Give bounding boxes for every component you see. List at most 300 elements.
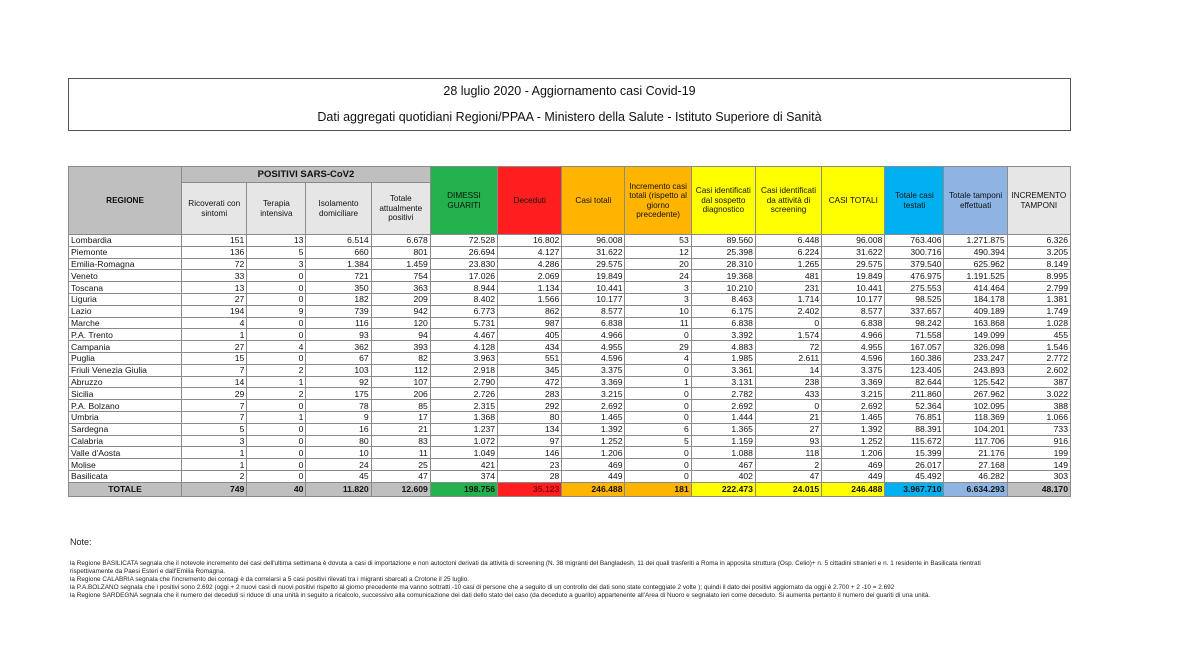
value-cell: 182 xyxy=(306,293,371,305)
value-cell: 25.398 xyxy=(691,246,755,258)
value-cell: 238 xyxy=(755,376,821,388)
value-cell: 76.851 xyxy=(885,411,944,423)
value-cell: 3 xyxy=(625,282,691,294)
value-cell: 1.574 xyxy=(755,329,821,341)
value-cell: 209 xyxy=(371,293,430,305)
value-cell: 363 xyxy=(371,282,430,294)
value-cell: 0 xyxy=(247,293,306,305)
value-cell: 167.057 xyxy=(885,341,944,353)
value-cell: 0 xyxy=(247,470,306,482)
value-cell: 7 xyxy=(182,364,247,376)
value-cell: 862 xyxy=(498,305,562,317)
value-cell: 4 xyxy=(182,317,247,329)
value-cell: 3.215 xyxy=(562,388,625,400)
header-testati: Totale casi testati xyxy=(885,167,944,235)
table-row xyxy=(69,470,1071,482)
region-name-cell: Basilicata xyxy=(69,470,182,482)
value-cell: 449 xyxy=(822,470,885,482)
value-cell: 6.448 xyxy=(755,235,821,247)
total-value-cell: 24.015 xyxy=(755,482,821,496)
value-cell: 19.849 xyxy=(822,270,885,282)
value-cell: 1.392 xyxy=(562,423,625,435)
value-cell: 1.028 xyxy=(1007,317,1070,329)
value-cell: 1 xyxy=(247,411,306,423)
header-incremento-casi: Incremento casi totali (rispetto al giorno precedente) xyxy=(625,167,691,235)
value-cell: 2 xyxy=(247,364,306,376)
value-cell: 1 xyxy=(182,459,247,471)
value-cell: 72 xyxy=(755,341,821,353)
value-cell: 350 xyxy=(306,282,371,294)
value-cell: 379.540 xyxy=(885,258,944,270)
value-cell: 27 xyxy=(182,341,247,353)
value-cell: 47 xyxy=(755,470,821,482)
value-cell: 21 xyxy=(755,411,821,423)
value-cell: 3.361 xyxy=(691,364,755,376)
value-cell: 1.049 xyxy=(430,447,497,459)
table-row xyxy=(69,435,1071,447)
value-cell: 801 xyxy=(371,246,430,258)
value-cell: 2.782 xyxy=(691,388,755,400)
value-cell: 1.749 xyxy=(1007,305,1070,317)
region-name-cell: P.A. Bolzano xyxy=(69,400,182,412)
value-cell: 21 xyxy=(371,423,430,435)
value-cell: 85 xyxy=(371,400,430,412)
value-cell: 28 xyxy=(498,470,562,482)
value-cell: 80 xyxy=(306,435,371,447)
value-cell: 231 xyxy=(755,282,821,294)
value-cell: 0 xyxy=(625,388,691,400)
value-cell: 98.242 xyxy=(885,317,944,329)
value-cell: 2.692 xyxy=(822,400,885,412)
value-cell: 625.962 xyxy=(944,258,1007,270)
header-deceduti: Deceduti xyxy=(498,167,562,235)
value-cell: 3.369 xyxy=(562,376,625,388)
value-cell: 3.369 xyxy=(822,376,885,388)
value-cell: 6.678 xyxy=(371,235,430,247)
value-cell: 4.128 xyxy=(430,341,497,353)
value-cell: 476.975 xyxy=(885,270,944,282)
header-totale-positivi: Totale attualmente positivi xyxy=(371,183,430,235)
value-cell: 3.963 xyxy=(430,352,497,364)
value-cell: 102.095 xyxy=(944,400,1007,412)
value-cell: 374 xyxy=(430,470,497,482)
value-cell: 72 xyxy=(182,258,247,270)
value-cell: 23.830 xyxy=(430,258,497,270)
table-row xyxy=(69,388,1071,400)
value-cell: 118.369 xyxy=(944,411,1007,423)
table-row xyxy=(69,352,1071,364)
value-cell: 103 xyxy=(306,364,371,376)
value-cell: 0 xyxy=(625,400,691,412)
region-name-cell: Piemonte xyxy=(69,246,182,258)
value-cell: 4 xyxy=(247,341,306,353)
value-cell: 449 xyxy=(562,470,625,482)
value-cell: 1.206 xyxy=(562,447,625,459)
header-dimessi: DIMESSI GUARITI xyxy=(430,167,497,235)
value-cell: 7 xyxy=(182,400,247,412)
value-cell: 472 xyxy=(498,376,562,388)
value-cell: 6.175 xyxy=(691,305,755,317)
value-cell: 136 xyxy=(182,246,247,258)
value-cell: 6.838 xyxy=(562,317,625,329)
value-cell: 4 xyxy=(625,352,691,364)
value-cell: 6.838 xyxy=(822,317,885,329)
value-cell: 1.985 xyxy=(691,352,755,364)
value-cell: 2.611 xyxy=(755,352,821,364)
total-value-cell: 198.756 xyxy=(430,482,497,496)
value-cell: 0 xyxy=(755,317,821,329)
value-cell: 3.375 xyxy=(562,364,625,376)
table-row xyxy=(69,376,1071,388)
value-cell: 233.247 xyxy=(944,352,1007,364)
table-row xyxy=(69,258,1071,270)
value-cell: 405 xyxy=(498,329,562,341)
value-cell: 467 xyxy=(691,459,755,471)
value-cell: 2.069 xyxy=(498,270,562,282)
value-cell: 149 xyxy=(1007,459,1070,471)
value-cell: 134 xyxy=(498,423,562,435)
value-cell: 345 xyxy=(498,364,562,376)
value-cell: 292 xyxy=(498,400,562,412)
value-cell: 45 xyxy=(306,470,371,482)
header-incremento-tamponi: INCREMENTO TAMPONI xyxy=(1007,167,1070,235)
value-cell: 2.772 xyxy=(1007,352,1070,364)
value-cell: 2 xyxy=(182,470,247,482)
value-cell: 0 xyxy=(247,435,306,447)
total-row xyxy=(69,482,1071,496)
value-cell: 27 xyxy=(182,293,247,305)
value-cell: 3.022 xyxy=(1007,388,1070,400)
notes-section xyxy=(70,538,1080,600)
report-header xyxy=(68,78,1071,131)
value-cell: 3.215 xyxy=(822,388,885,400)
value-cell: 469 xyxy=(822,459,885,471)
note-line: la Regione SARDEGNA segnala che il numero dei deceduti si riduce di una unità in seguito a ricalcolo, successivo alla comunicazione dei dati dello stato del caso (da deceduto a guarito) appartenente all'Area di Nuoro e segnalato ieri come deceduto. Si aumenta pertanto il numero dei guariti di una unità. xyxy=(70,592,931,599)
value-cell: 6.514 xyxy=(306,235,371,247)
value-cell: 27.168 xyxy=(944,459,1007,471)
value-cell: 0 xyxy=(625,411,691,423)
value-cell: 104.201 xyxy=(944,423,1007,435)
value-cell: 211.860 xyxy=(885,388,944,400)
value-cell: 1.465 xyxy=(562,411,625,423)
value-cell: 123.405 xyxy=(885,364,944,376)
value-cell: 4.127 xyxy=(498,246,562,258)
value-cell: 206 xyxy=(371,388,430,400)
region-name-cell: Lombardia xyxy=(69,235,182,247)
value-cell: 2.790 xyxy=(430,376,497,388)
total-value-cell: 6.634.293 xyxy=(944,482,1007,496)
value-cell: 1.566 xyxy=(498,293,562,305)
value-cell: 29 xyxy=(182,388,247,400)
total-label-cell: TOTALE xyxy=(69,482,182,496)
value-cell: 942 xyxy=(371,305,430,317)
value-cell: 660 xyxy=(306,246,371,258)
value-cell: 0 xyxy=(247,459,306,471)
value-cell: 739 xyxy=(306,305,371,317)
value-cell: 26.017 xyxy=(885,459,944,471)
value-cell: 754 xyxy=(371,270,430,282)
value-cell: 23 xyxy=(498,459,562,471)
total-value-cell: 48.170 xyxy=(1007,482,1070,496)
value-cell: 1.237 xyxy=(430,423,497,435)
value-cell: 409.189 xyxy=(944,305,1007,317)
value-cell: 326.098 xyxy=(944,341,1007,353)
header-terapia: Terapia intensiva xyxy=(247,183,306,235)
total-value-cell: 40 xyxy=(247,482,306,496)
value-cell: 20 xyxy=(625,258,691,270)
value-cell: 3.205 xyxy=(1007,246,1070,258)
value-cell: 1.088 xyxy=(691,447,755,459)
value-cell: 2.918 xyxy=(430,364,497,376)
value-cell: 4.596 xyxy=(562,352,625,364)
value-cell: 21.176 xyxy=(944,447,1007,459)
value-cell: 303 xyxy=(1007,470,1070,482)
total-value-cell: 246.488 xyxy=(562,482,625,496)
notes-title: Note: xyxy=(70,537,92,547)
header-regione: REGIONE xyxy=(69,167,182,235)
value-cell: 0 xyxy=(755,400,821,412)
value-cell: 6.838 xyxy=(691,317,755,329)
value-cell: 362 xyxy=(306,341,371,353)
value-cell: 414.464 xyxy=(944,282,1007,294)
value-cell: 151 xyxy=(182,235,247,247)
table-row xyxy=(69,246,1071,258)
value-cell: 1.392 xyxy=(822,423,885,435)
value-cell: 83 xyxy=(371,435,430,447)
value-cell: 2.692 xyxy=(691,400,755,412)
report-subtitle: Dati aggregati quotidiani Regioni/PPAA - Ministero della Salute - Istituto Superiore di Sanità xyxy=(317,110,822,124)
value-cell: 2 xyxy=(755,459,821,471)
covid-regions-table xyxy=(68,166,1071,497)
value-cell: 160.386 xyxy=(885,352,944,364)
region-name-cell: Valle d'Aosta xyxy=(69,447,182,459)
value-cell: 4.966 xyxy=(822,329,885,341)
value-cell: 3 xyxy=(625,293,691,305)
region-name-cell: Puglia xyxy=(69,352,182,364)
value-cell: 17.026 xyxy=(430,270,497,282)
value-cell: 1.465 xyxy=(822,411,885,423)
value-cell: 97 xyxy=(498,435,562,447)
value-cell: 88.391 xyxy=(885,423,944,435)
table-row xyxy=(69,400,1071,412)
region-name-cell: Molise xyxy=(69,459,182,471)
value-cell: 433 xyxy=(755,388,821,400)
value-cell: 82.644 xyxy=(885,376,944,388)
value-cell: 733 xyxy=(1007,423,1070,435)
value-cell: 78 xyxy=(306,400,371,412)
value-cell: 8.149 xyxy=(1007,258,1070,270)
table-row xyxy=(69,341,1071,353)
value-cell: 17 xyxy=(371,411,430,423)
value-cell: 388 xyxy=(1007,400,1070,412)
value-cell: 80 xyxy=(498,411,562,423)
header-tamponi: Totale tamponi effettuati xyxy=(944,167,1007,235)
total-value-cell: 181 xyxy=(625,482,691,496)
value-cell: 6.773 xyxy=(430,305,497,317)
value-cell: 98.525 xyxy=(885,293,944,305)
value-cell: 1.459 xyxy=(371,258,430,270)
table-row xyxy=(69,235,1071,247)
table-row xyxy=(69,411,1071,423)
value-cell: 19.368 xyxy=(691,270,755,282)
header-isolamento: Isolamento domiciliare xyxy=(306,183,371,235)
value-cell: 27 xyxy=(755,423,821,435)
value-cell: 8.944 xyxy=(430,282,497,294)
value-cell: 5 xyxy=(247,246,306,258)
value-cell: 0 xyxy=(247,400,306,412)
header-sospetto: Casi identificati dal sospetto diagnostico xyxy=(691,167,755,235)
value-cell: 1.265 xyxy=(755,258,821,270)
value-cell: 24 xyxy=(625,270,691,282)
value-cell: 72.528 xyxy=(430,235,497,247)
value-cell: 15 xyxy=(182,352,247,364)
value-cell: 117.706 xyxy=(944,435,1007,447)
value-cell: 490.394 xyxy=(944,246,1007,258)
value-cell: 1.191.525 xyxy=(944,270,1007,282)
value-cell: 199 xyxy=(1007,447,1070,459)
value-cell: 1.206 xyxy=(822,447,885,459)
value-cell: 8.577 xyxy=(562,305,625,317)
value-cell: 45.492 xyxy=(885,470,944,482)
header-positivi-group: POSITIVI SARS-CoV2 xyxy=(182,167,431,183)
value-cell: 6.224 xyxy=(755,246,821,258)
value-cell: 0 xyxy=(247,447,306,459)
value-cell: 29.575 xyxy=(822,258,885,270)
value-cell: 13 xyxy=(182,282,247,294)
value-cell: 1 xyxy=(182,329,247,341)
value-cell: 4.467 xyxy=(430,329,497,341)
table-row xyxy=(69,447,1071,459)
total-value-cell: 35.123 xyxy=(498,482,562,496)
value-cell: 8.577 xyxy=(822,305,885,317)
region-name-cell: Liguria xyxy=(69,293,182,305)
value-cell: 393 xyxy=(371,341,430,353)
value-cell: 1 xyxy=(625,376,691,388)
value-cell: 4.966 xyxy=(562,329,625,341)
value-cell: 93 xyxy=(306,329,371,341)
value-cell: 481 xyxy=(755,270,821,282)
region-name-cell: Calabria xyxy=(69,435,182,447)
value-cell: 455 xyxy=(1007,329,1070,341)
value-cell: 402 xyxy=(691,470,755,482)
value-cell: 11 xyxy=(371,447,430,459)
value-cell: 0 xyxy=(247,423,306,435)
value-cell: 47 xyxy=(371,470,430,482)
value-cell: 1.546 xyxy=(1007,341,1070,353)
value-cell: 14 xyxy=(182,376,247,388)
region-name-cell: Friuli Venezia Giulia xyxy=(69,364,182,376)
value-cell: 96.008 xyxy=(562,235,625,247)
value-cell: 163.868 xyxy=(944,317,1007,329)
value-cell: 1.134 xyxy=(498,282,562,294)
value-cell: 16 xyxy=(306,423,371,435)
total-value-cell: 3.967.710 xyxy=(885,482,944,496)
header-casi-totali: Casi totali xyxy=(562,167,625,235)
value-cell: 721 xyxy=(306,270,371,282)
value-cell: 2.602 xyxy=(1007,364,1070,376)
table-row xyxy=(69,282,1071,294)
value-cell: 53 xyxy=(625,235,691,247)
value-cell: 4.883 xyxy=(691,341,755,353)
region-name-cell: Sardegna xyxy=(69,423,182,435)
value-cell: 337.657 xyxy=(885,305,944,317)
header-ricoverati: Ricoverati con sintomi xyxy=(182,183,247,235)
region-name-cell: Veneto xyxy=(69,270,182,282)
header-screening: Casi identificati da attività di screening xyxy=(755,167,821,235)
value-cell: 916 xyxy=(1007,435,1070,447)
region-name-cell: Toscana xyxy=(69,282,182,294)
value-cell: 6 xyxy=(625,423,691,435)
value-cell: 10.210 xyxy=(691,282,755,294)
value-cell: 0 xyxy=(247,352,306,364)
value-cell: 2.799 xyxy=(1007,282,1070,294)
value-cell: 118 xyxy=(755,447,821,459)
value-cell: 107 xyxy=(371,376,430,388)
value-cell: 0 xyxy=(247,329,306,341)
value-cell: 0 xyxy=(247,317,306,329)
region-name-cell: Sicilia xyxy=(69,388,182,400)
value-cell: 24 xyxy=(306,459,371,471)
value-cell: 10.177 xyxy=(562,293,625,305)
value-cell: 29 xyxy=(625,341,691,353)
value-cell: 125.542 xyxy=(944,376,1007,388)
table-row xyxy=(69,364,1071,376)
value-cell: 10 xyxy=(625,305,691,317)
total-value-cell: 11.820 xyxy=(306,482,371,496)
value-cell: 71.558 xyxy=(885,329,944,341)
value-cell: 2 xyxy=(247,388,306,400)
value-cell: 16.802 xyxy=(498,235,562,247)
value-cell: 987 xyxy=(498,317,562,329)
value-cell: 92 xyxy=(306,376,371,388)
value-cell: 421 xyxy=(430,459,497,471)
value-cell: 25 xyxy=(371,459,430,471)
value-cell: 4.955 xyxy=(822,341,885,353)
value-cell: 19.849 xyxy=(562,270,625,282)
value-cell: 31.622 xyxy=(822,246,885,258)
note-line: la Regione BASILICATA segnala che il notevole incremento dei casi dell'ultima settimana è dovuta a casi di importazione e non autoctoni derivati da attività di screening (N. 38 migranti del Bangladesh, 11 dei quali trasferiti a Roma in apposita struttura (Osp. Celio)+ n. 5 cittadini stranieri e n. 1 residente in Basilicata rientrati xyxy=(70,560,981,567)
table-row xyxy=(69,293,1071,305)
value-cell: 0 xyxy=(625,470,691,482)
value-cell: 8.995 xyxy=(1007,270,1070,282)
table-row xyxy=(69,305,1071,317)
value-cell: 0 xyxy=(625,364,691,376)
value-cell: 1 xyxy=(247,376,306,388)
region-name-cell: P.A. Trento xyxy=(69,329,182,341)
value-cell: 31.622 xyxy=(562,246,625,258)
value-cell: 194 xyxy=(182,305,247,317)
value-cell: 434 xyxy=(498,341,562,353)
region-name-cell: Emilia-Romagna xyxy=(69,258,182,270)
value-cell: 3.131 xyxy=(691,376,755,388)
value-cell: 7 xyxy=(182,411,247,423)
value-cell: 5.731 xyxy=(430,317,497,329)
value-cell: 267.962 xyxy=(944,388,1007,400)
value-cell: 1.381 xyxy=(1007,293,1070,305)
table-row xyxy=(69,423,1071,435)
value-cell: 1.159 xyxy=(691,435,755,447)
region-name-cell: Marche xyxy=(69,317,182,329)
value-cell: 112 xyxy=(371,364,430,376)
value-cell: 26.694 xyxy=(430,246,497,258)
value-cell: 82 xyxy=(371,352,430,364)
value-cell: 1.365 xyxy=(691,423,755,435)
value-cell: 275.553 xyxy=(885,282,944,294)
region-name-cell: Umbria xyxy=(69,411,182,423)
value-cell: 28.310 xyxy=(691,258,755,270)
value-cell: 29.575 xyxy=(562,258,625,270)
value-cell: 6.326 xyxy=(1007,235,1070,247)
